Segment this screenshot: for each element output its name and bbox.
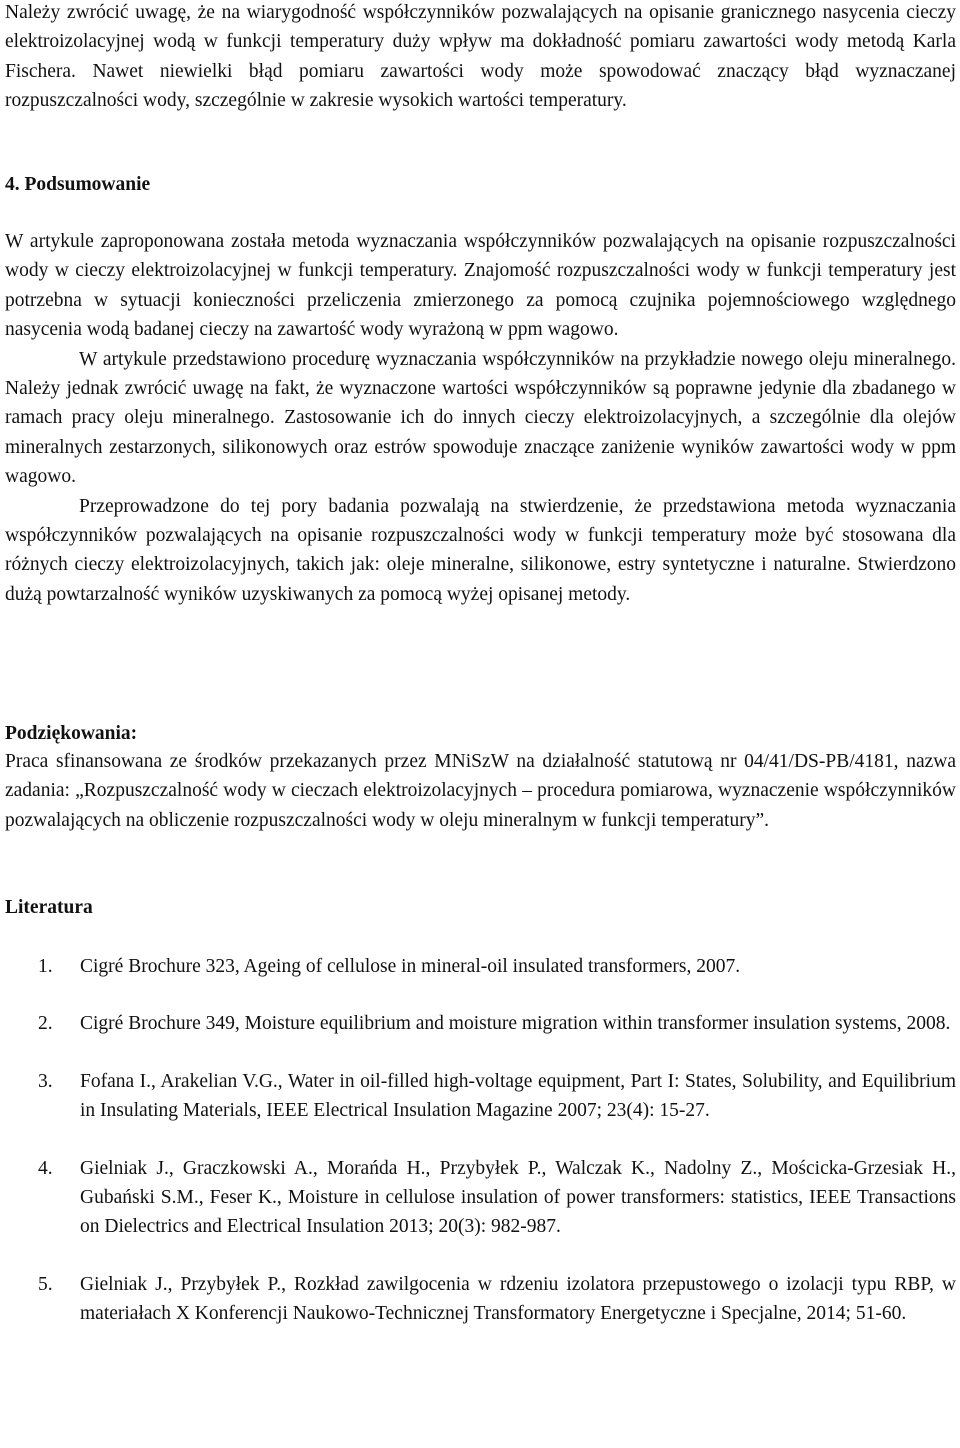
acknowledgements-paragraph: Praca sfinansowana ze środków przekazanych przez MNiSzW na działalność statutową nr 04/41/DS-PB/4181, nazwa zadania: „Rozpuszczalność wody w cieczach elektroizolacyjnych – procedura pomiarowa, wyznaczenie współczynników pozwalających na obliczenie rozpuszczalności wody w oleju mineralnym w funkcji temperatury”. <box>5 751 956 831</box>
reference-text: Gielniak J., Przybyłek P., Rozkład zawilgocenia w rdzeniu izolatora przepustowego o izolacji typu RBP, w materiałach X Konferencji Naukowo-Technicznej Transformatory Energetyczne i Specjalne, 2014; 51-60. <box>80 1273 956 1325</box>
summary-paragraph-1: W artykule zaproponowana została metoda wyznaczania współczynników pozwalających na opisanie rozpuszczalności wody w cieczy elektroizolacyjnej w funkcji temperatury. Znajomość rozpuszczalności wody w funkcji temperatury jest potrzebna w sytuacji konieczności przeliczenia zmierzonego za pomocą czujnika pojemnościowego względnego nasycenia wodą badanej cieczy na zawartość wody wyrażoną w ppm wagowo. <box>5 231 956 341</box>
reference-number: 3. <box>38 1070 53 1092</box>
reference-item <box>5 1009 956 1038</box>
reference-item <box>5 1154 956 1242</box>
intro-paragraph: Należy zwrócić uwagę, że na wiarygodność współczynników pozwalających na opisanie granicznego nasycenia cieczy elektroizolacyjnej wodą w funkcji temperatury duży wpływ ma dokładność pomiaru zawartości wody metodą Karla Fischera. Nawet niewielki błąd pomiaru zawartości wody może spowodować znaczący błąd wyznaczanej rozpuszczalności wody, szczególnie w zakresie wysokich wartości temperatury. <box>5 2 956 112</box>
reference-item <box>5 1067 956 1126</box>
reference-item <box>5 952 956 981</box>
reference-text: Cigré Brochure 349, Moisture equilibrium and moisture migration within transformer insulation systems, 2008. <box>80 1013 951 1035</box>
reference-text: Cigré Brochure 323, Ageing of cellulose in mineral-oil insulated transformers, 2007. <box>80 956 741 977</box>
reference-text: Fofana I., Arakelian V.G., Water in oil-filled high-voltage equipment, Part I: States, Solubility, and Equilibrium in Insulating Materials, IEEE Electrical Insulation Magazine 2007; 23(4): 15-27. <box>80 1070 956 1122</box>
reference-number: 2. <box>38 1013 53 1035</box>
summary-section <box>5 227 956 609</box>
reference-item <box>5 1270 956 1329</box>
reference-number: 1. <box>38 956 53 977</box>
literature-heading: Literatura <box>5 897 93 918</box>
reference-list <box>5 952 956 1357</box>
summary-heading: 4. Podsumowanie <box>5 174 151 195</box>
summary-paragraph-2: W artykule przedstawiono procedurę wyznaczania współczynników na przykładzie nowego oleju mineralnego. Należy jednak zwrócić uwagę na fakt, że wyznaczone wartości współczynników są poprawne jedynie dla zbadanego w ramach pracy oleju mineralnego. Zastosowanie ich do innych cieczy elektroizolacyjnych, a szczególnie dla olejów mineralnych zestarzonych, silikonowych oraz estrów spowoduje znaczące zaniżenie wyników zawartości wody w ppm wagowo. <box>5 348 956 488</box>
acknowledgements-heading: Podziękowania: <box>5 723 138 744</box>
reference-number: 4. <box>38 1157 53 1179</box>
reference-number: 5. <box>38 1273 53 1295</box>
reference-text: Gielniak J., Graczkowski A., Morańda H., Przybyłek P., Walczak K., Nadolny Z., Mościcka-Grzesiak H., Gubański S.M., Feser K., Moisture in cellulose insulation of power transformers: statistics, IEEE Transactions on Dielectrics and Electrical Insulation 2013; 20(3): 982-987. <box>80 1157 956 1238</box>
summary-paragraph-3: Przeprowadzone do tej pory badania pozwalają na stwierdzenie, że przedstawiona metoda wyznaczania współczynników pozwalających na opisanie rozpuszczalności wody w funkcji temperatury może być stosowana dla różnych cieczy elektroizolacyjnych, takich jak: oleje mineralne, silikonowe, estry syntetyczne i naturalne. Stwierdzono dużą powtarzalność wyników uzyskiwanych za pomocą wyżej opisanej metody. <box>5 495 956 605</box>
